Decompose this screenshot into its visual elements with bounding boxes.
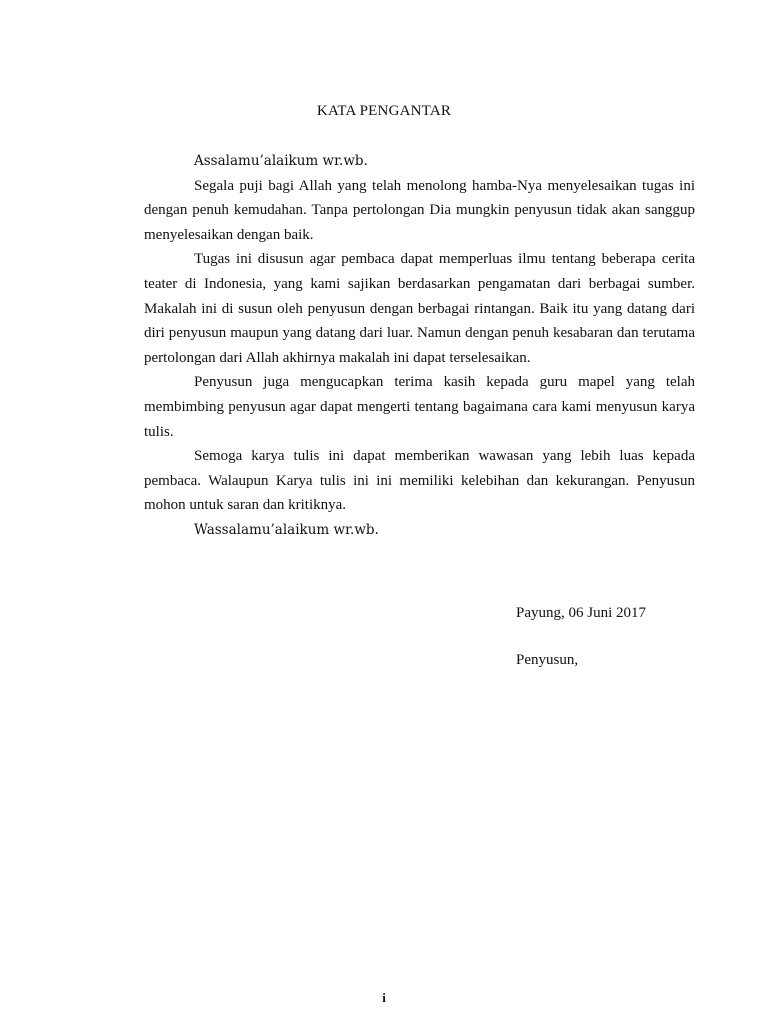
paragraph-praise: Segala puji bagi Allah yang telah menolong hamba-Nya menyelesaikan tugas ini dengan penuh kemudahan. Tanpa pertolongan Dia mungkin penyusun tidak akan sanggup menyelesaikan dengan baik.	[144, 177, 695, 243]
signature-place-date: Payung, 06 Juni 2017	[516, 605, 647, 621]
paragraph-purpose: Tugas ini disusun agar pembaca dapat memperluas ilmu tentang beberapa cerita teater di Indonesia, yang kami sajikan berdasarkan pengamatan dari berbagai sumber. Makalah ini di susun oleh penyusun dengan berbagai rintangan. Baik itu yang datang dari diri penyusun maupun yang datang dari luar. Namun dengan penuh kesabaran dan terutama pertolongan dari Allah akhirnya makalah ini dapat terselesaikan.	[144, 251, 695, 366]
paragraph-hope: Semoga karya tulis ini dapat memberikan wawasan yang lebih luas kepada pembaca. Walaupun Karya tulis ini ini memiliki kelebihan dan kekurangan. Penyusun mohon untuk saran dan kritiknya.	[144, 448, 695, 514]
paragraph-thanks: Penyusun juga mengucapkan terima kasih kepada guru mapel yang telah membimbing penyusun agar dapat mengerti tentang bagaimana cara kami menyusun karya tulis.	[144, 374, 695, 440]
closing-greeting: Wassalamu’alaikum wr.wb.	[194, 521, 379, 538]
body-text	[144, 149, 695, 543]
page-number: i	[382, 990, 386, 1005]
page-title: KATA PENGANTAR	[316, 103, 452, 119]
signature-author: Penyusun,	[516, 652, 579, 668]
opening-greeting: Assalamu’alaikum wr.wb.	[194, 153, 368, 169]
